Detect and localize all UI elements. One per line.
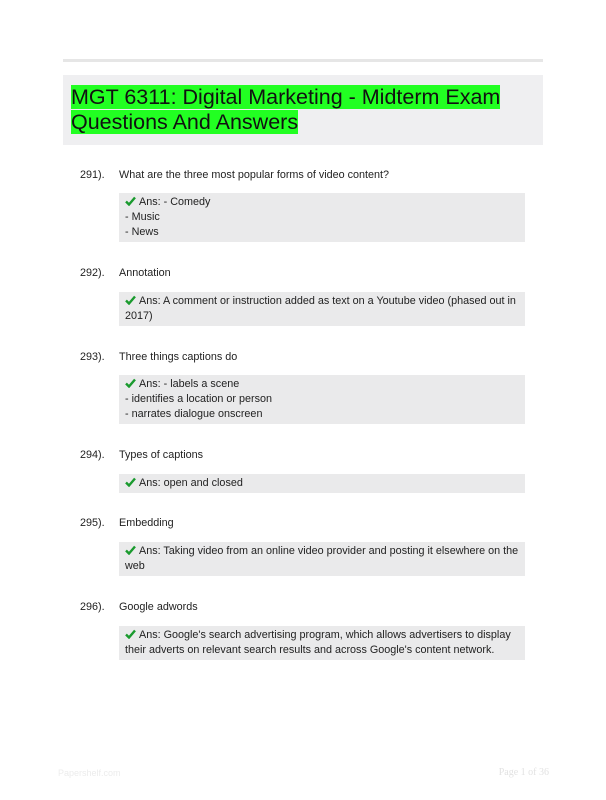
- title-banner: [63, 75, 543, 145]
- question-number: 291).: [80, 169, 105, 181]
- page-title: MGT 6311: Digital Marketing - Midterm Exam Questions And Answers: [71, 85, 501, 134]
- answer-box: [119, 375, 525, 424]
- page-number: Page 1 of 36: [498, 767, 549, 778]
- answer-box: [119, 626, 525, 660]
- question-text: Google adwords: [119, 601, 198, 613]
- question-text: What are the three most popular forms of video content?: [119, 169, 390, 181]
- question-number: 294).: [80, 449, 105, 461]
- answer-line: Ans: - Comedy: [139, 196, 211, 208]
- answer-box: [119, 292, 525, 326]
- answer-box: [119, 474, 525, 493]
- check-icon: [125, 629, 136, 639]
- answer-line: - identifies a location or person: [125, 393, 273, 405]
- answer-line: - News: [125, 226, 159, 238]
- answer-line: Ans: open and closed: [139, 477, 243, 489]
- answer-box: [119, 542, 525, 576]
- question-text: Three things captions do: [119, 351, 238, 363]
- question-number: 293).: [80, 351, 105, 363]
- top-divider: [63, 59, 543, 62]
- question-number: 292).: [80, 267, 105, 279]
- answer-line: Ans: - labels a scene: [139, 378, 240, 390]
- question-text: Embedding: [119, 517, 174, 529]
- answer-line: Ans: Google's search advertising program, which allows advertisers to display their adverts on relevant search results and across Google's content network.: [125, 629, 511, 656]
- answer-line: Ans: A comment or instruction added as text on a Youtube video (phased out in 2017): [125, 295, 516, 322]
- question-text: Types of captions: [119, 449, 204, 461]
- question-number: 296).: [80, 601, 105, 613]
- answer-line: - Music: [125, 211, 160, 223]
- check-icon: [125, 378, 136, 388]
- answer-line: - narrates dialogue onscreen: [125, 408, 263, 420]
- answer-box: [119, 193, 525, 242]
- check-icon: [125, 295, 136, 305]
- check-icon: [125, 545, 136, 555]
- question-number: 295).: [80, 517, 105, 529]
- check-icon: [125, 196, 136, 206]
- check-icon: [125, 477, 136, 487]
- question-text: Annotation: [119, 267, 171, 279]
- answer-line: Ans: Taking video from an online video provider and posting it elsewhere on the web: [125, 545, 519, 572]
- footer-source-watermark: Papershelf.com: [58, 768, 121, 778]
